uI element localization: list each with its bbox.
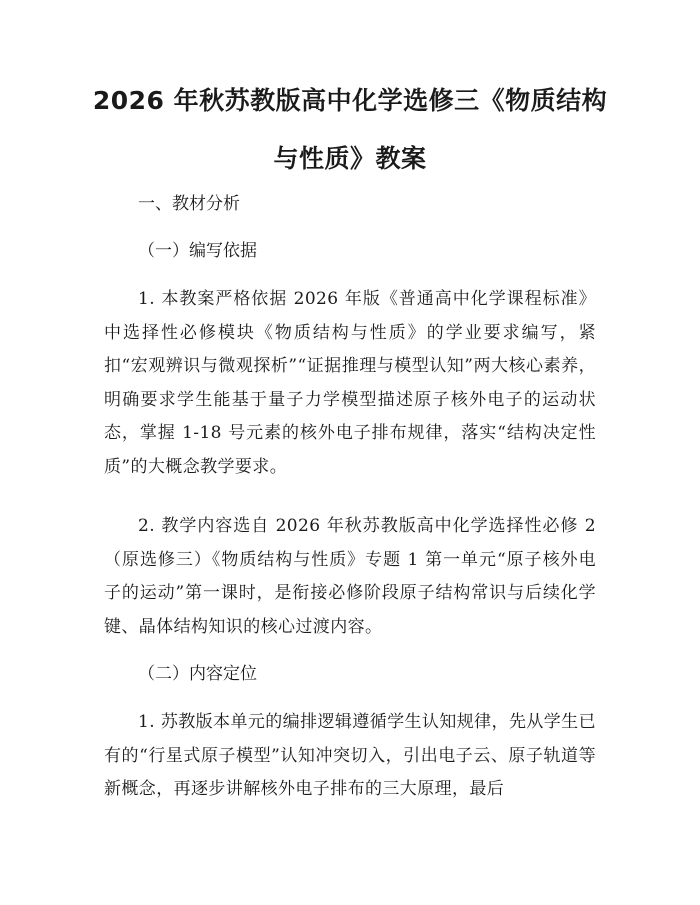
subsection-heading-basis: （一）编写依据 [138,241,257,261]
paragraph-basis-2: 2. 教学内容选自 2026 年秋苏教版高中化学选择性必修 2（原选修三）《物质结构与性质》专题 1 第一单元“原子核外电子的运动”第一课时，是衔接必修阶段原子结构常识与后续化学键、晶体结构知识的核心过渡内容。 [104,516,596,637]
section-heading-textbook-analysis: 一、教材分析 [138,194,240,214]
paragraph-basis-1: 1. 本教案严格依据 2026 年版《普通高中化学课程标准》中选择性必修模块《物质结构与性质》的学业要求编写，紧扣“宏观辨识与微观探析”“证据推理与模型认知”两大核心素养，明确要求学生能基于量子力学模型描述原子核外电子的运动状态，掌握 1-18 号元素的核外电子排布规律，落实“结构决定性质”的大概念教学要求。 [104,289,596,477]
paragraph-positioning-1: 1. 苏教版本单元的编排逻辑遵循学生认知规律，先从学生已有的“行星式原子模型”认知冲突切入，引出电子云、原子轨道等新概念，再逐步讲解核外电子排布的三大原理，最后 [104,712,596,800]
document-title [90,72,610,188]
title-line-1: 2026 年秋苏教版高中化学选修三《物质结构 [92,86,608,115]
subsection-heading-positioning: （二）内容定位 [138,664,257,684]
title-line-2: 与性质》教案 [273,144,427,173]
